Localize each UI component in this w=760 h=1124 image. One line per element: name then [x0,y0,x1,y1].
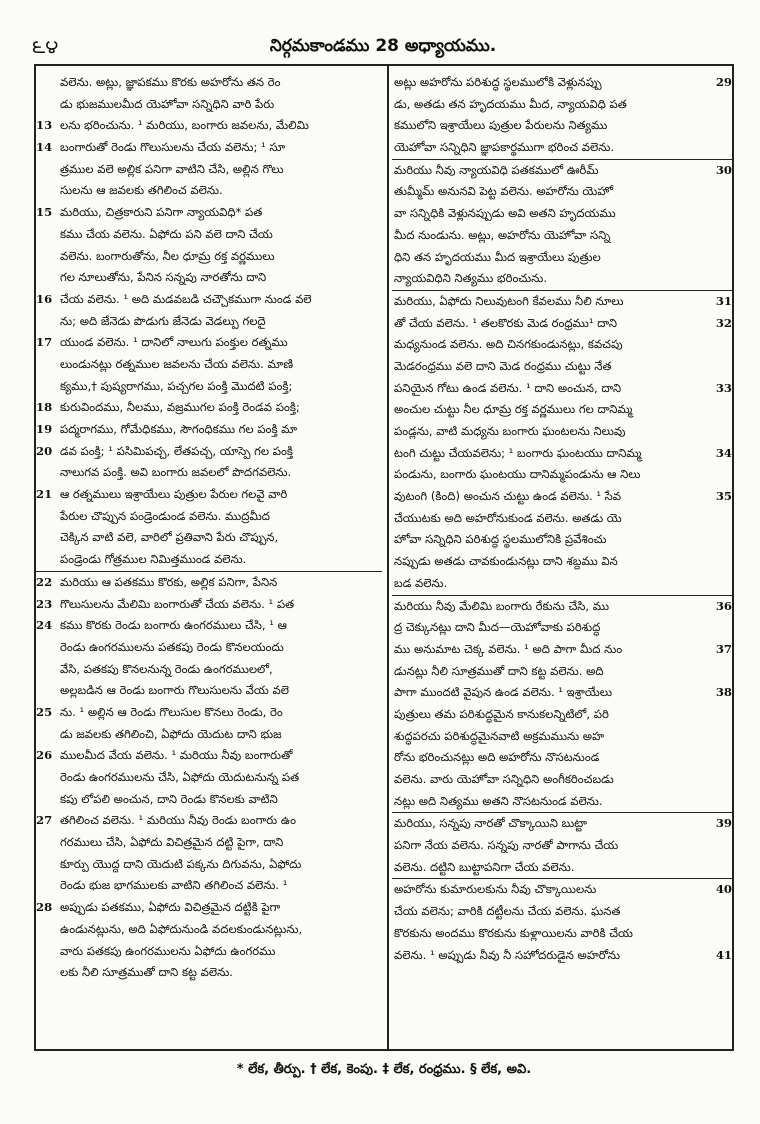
text-line [392,901,732,923]
text-line [392,551,732,573]
text-line [392,247,732,269]
line-text: రెండు ఉంగరములను పతకపు రెండు కొనలయందు [60,639,284,654]
text-line [36,789,382,811]
line-text: యుండ వలెను. ¹ దానిలో నాలుగు పంక్తుల రత్నము [60,335,288,350]
line-text: ఆ రత్నములు ఇశ్రాయేలు పుత్రుల పేరుల గలవై వారి [60,487,288,502]
text-line [392,443,732,465]
text-line [392,508,732,530]
text-line [36,724,382,746]
verse-number: 37 [715,641,732,656]
text-line [36,137,382,159]
verse-number: 19 [36,422,53,436]
verse-number: 32 [715,315,732,330]
verse-number: 26 [36,748,53,763]
line-text: డవ పంక్తి; ¹ పసిమిపచ్చ, లేతపచ్చ, యాస్పె గల పంక్తి [60,443,293,458]
verse-number: 22 [36,574,53,589]
text-line [36,745,382,767]
line-text: కములోని ఇశ్రాయేలు పుత్రుల పేరులను నిత్యము [394,118,608,133]
verse-number: 34 [715,445,732,460]
text-line [392,421,732,443]
line-text: చేయ వలెను; వారికి దట్టీలను చేయ వలెను. ఘనత [394,904,621,919]
verse-number: 24 [36,618,53,633]
line-text: చెక్కిన వాటి వలె, వారిలో ప్రతివాని పేరు చొప్పున, [60,530,279,545]
line-text: లను భరించును. ¹ మరియు, బంగారు జవలను, మేలిమి [60,118,309,133]
text-line [36,224,382,246]
line-text: అప్పుడు పతకము, ఏఫోదు విచిత్రమైన దట్టికి పైగా [60,900,281,915]
text-line [392,791,732,813]
text-line [392,378,732,400]
text-line [392,529,732,551]
verse-number: 14 [36,140,53,155]
line-text: పండును, బంగారు ఘంటయు దానిమ్మపండును ఆ నిలు [394,467,641,482]
line-text: వలెను. బంగారుతోను, నీల ధూమ్ర రక్త వర్ణములు [60,248,275,263]
text-line [36,527,382,549]
text-line [392,356,732,378]
text-line [36,506,382,528]
line-text: ము అనుమాట చెక్క వలెను. ¹ అది పాగా మీద నుం [394,641,623,656]
text-line [36,572,382,594]
text-line [392,596,732,618]
line-text: అంచుల చుట్టు నీల ధూమ్ర రక్త వర్ణములు గల దానిమ్మ [394,402,633,417]
text-line [392,399,732,421]
line-text: శుద్ధపరచు పరిశుద్ధమైనవాటి అక్రమమును అహ [394,728,605,743]
text-line [392,115,732,137]
verse-number: 23 [36,596,53,611]
text-line [36,354,382,376]
line-text: మరియు నీవు మేలిమి బంగారు రేకును చేసి, ము [394,598,610,613]
text-line [36,94,382,116]
verse-number: 33 [715,380,732,395]
verse-number: 39 [715,816,732,831]
line-text: రెండు భుజ భాగములకు వాటిని తగిలించ వలెను. ¹ [60,878,288,893]
line-text: కపు లోపలి అంచున, దాని రెండు కొనలకు వాటిని [60,791,278,806]
line-text: డు భుజములమీద యెహోవా సన్నిధిని వారి పేరు [60,96,275,111]
line-text: మరియు, చిత్రకారుని పనిగా న్యాయవిధి* పత [60,205,263,220]
line-text: కురువిందము, నీలము, వజ్రముగల పంక్తి రెండవ పంక్తి; [60,400,300,415]
line-text: వా సన్నిధికి వెళ్లునప్పుడు అవి అతని హృదయము [394,206,616,221]
line-text: ద్ర చెక్కునట్లు దాని మీద—యెహోవాకు పరిశుద్ధ [394,620,601,635]
line-text: అట్లు అహరోను పరిశుద్ధ స్థలములోకి వెళ్లునప్పు [394,75,602,89]
line-text: గొలుసులను మేలిమి బంగారుతో చేయ వలెను. ¹ పత [60,596,295,611]
text-line [36,115,382,137]
text-line [36,832,382,854]
line-text: డు, అతడు తన హృదయము మీద, న్యాయవిధి పత [394,96,627,111]
line-text: అహరోను కుమారులకును నీవు చొక్కాయిలను [394,882,597,897]
text-line [36,180,382,202]
line-text: వుటంగి (కింది) అంచున చుట్టు ఉండ వలెను. ¹ సేవ [394,489,622,504]
text-line [392,94,732,116]
text-line [392,573,732,595]
text-line [392,879,732,901]
line-text: కూర్పు యొద్ద దాని యెదుటి పక్కను దిగువను, ఏఫోదు [60,856,302,871]
line-text: తుమ్మీమ్ అనునవి పెట్ట వలెను. అహరోను యెహో [394,184,614,199]
line-text: పండ్రెండు గోత్రముల నిమిత్తముండ వలెను. [60,552,247,567]
line-text: బంగారుతో రెండు గొలుసులను చేయ వలెను; ¹ సూ [60,140,286,155]
line-text: న్యాయవిధిని నిత్యము భరించును. [394,271,547,286]
text-line [392,313,732,335]
text-line [392,225,732,247]
line-text: తగిలించ వలెను. ¹ మరియు నీవు రెండు బంగారు ఉం [60,813,297,828]
line-text: చేయ వలెను. ¹ అది మడవబడి చచ్చౌకముగా నుండ వలె [60,291,312,306]
verse-number: 28 [36,900,53,915]
line-text: వేసి, పతకపు కొనలనున్న రెండు ఉంగరములలో, [60,661,273,676]
verse-number: 29 [715,75,732,89]
text-line [36,72,382,94]
text-line [36,419,382,441]
line-text: వలెను. ¹ అప్పుడు నీవు నీ సహోదరుడైన అహరోను [394,947,620,962]
verse-number: 35 [715,489,732,504]
line-text: పాగా ముందటి వైపున ఉండ వలెను. ¹ ఇశ్రాయేలు [394,685,612,700]
line-text: కము చేయ వలెను. ఏఫోదు పని వలె దాని చేయ [60,226,273,241]
line-text: కొరకును అందము కొరకును కుళ్లాయిలను వారికి చేయ [394,925,633,940]
line-text: వారు పతకపు ఉంగరములను ఏఫోదు ఉంగరము [60,943,276,958]
line-text: వలెను. అట్లు, జ్ఞాపకము కొరకు అహరోను తన రెం [60,75,281,89]
line-text: లుండునట్లు రత్నముల జవలను చేయ వలెను. మాణి [60,356,294,371]
line-text: నాలుగవ పంక్తి. అవి బంగారు జవలలో పొదగవలెను. [60,465,292,480]
verse-number: 15 [36,205,53,220]
line-text: పుత్రులు తమ పరిశుద్ధమైన కానుకలన్నిటిలో, పరి [394,706,609,721]
text-line [36,202,382,224]
line-text: హోవా సన్నిధిని పరిశుద్ధ స్థలములోనికి ప్రవేశించు [394,532,607,547]
text-line [392,617,732,639]
text-line [36,680,382,702]
line-text: మరియు, ఏఫోదు నిలువుటంగి కేవలము నీలి నూలు [394,293,624,308]
verse-number: 38 [715,685,732,700]
text-line [36,462,382,484]
text-line [392,682,732,704]
line-text: ములమీద వేయ వలెను. ¹ మరియు నీవు బంగారుతో [60,748,293,763]
verse-number: 40 [715,882,732,897]
line-text: మరియు, సన్నపు నారతో చొక్కాయిని బుట్టా [394,816,587,831]
line-text: చేయుటకు అది అహరోనుకుండ వలెను. అతడు యె [394,510,622,525]
text-line [36,484,382,506]
text-line [392,661,732,683]
text-line [36,702,382,724]
line-text: మెడరంధ్రము వలె దాని మెడ రంధ్రము చుట్టు నేత [394,358,612,373]
text-line [36,875,382,897]
line-text: క్యము,† పుష్యరాగము, పచ్చగల పంక్తి మొదటి పంక్తి; [60,378,293,393]
left-column [36,72,382,984]
text-line [392,726,732,748]
text-line [36,441,382,463]
text-line [392,704,732,726]
line-text: బడ వలెను. [394,575,448,590]
text-line [36,289,382,311]
verse-number: 17 [36,335,53,350]
text-line [36,767,382,789]
line-text: వలెను. దట్టిని బుట్టాపనిగా చేయ వలెను. [394,859,575,874]
running-title: నిర్గమకాండము 28 అధ్యాయము. [269,36,497,56]
text-line [392,291,732,313]
verse-number: 20 [36,443,53,458]
text-line [392,923,732,945]
verse-number: 13 [36,118,53,133]
text-line [392,137,732,159]
text-line [36,919,382,941]
text-line [36,897,382,919]
line-text: ధిని తన హృదయము మీద ఇశ్రాయేలు పుత్రుల [394,249,601,264]
line-text: లకు నీలి సూత్రముతో దాని కట్ట వలెను. [60,965,233,980]
line-text: అల్లబడిన ఆ రెండు బంగారు గొలుసులను వేయ వలె [60,683,289,698]
line-text: పద్మరాగము, గోమేధికము, సౌగంధికము గల పంక్తి మా [60,422,298,436]
verse-number: 25 [36,704,53,719]
line-text: రోను భరించునట్లు అది అహరోను నొసటనుండ [394,750,600,765]
line-text: ఉండునట్లును, అది ఏఫోదునుండి వదలకుండునట్లును, [60,921,303,936]
line-text: పనియైన గోటు ఉండ వలెను. ¹ దాని అంచున, దాని [394,380,622,395]
text-line [36,594,382,616]
line-text: డు జవలకు తగిలించి, ఏఫోదు యెదుట దాని భుజ [60,726,282,741]
verse-number: 31 [715,293,732,308]
text-line [392,639,732,661]
line-text: మధ్యనుండ వలెను. అది చినగకుండునట్లు, కవచపు [394,337,623,352]
line-text: టంగి చుట్టు చేయవలెను; ¹ బంగారు ఘంటయు దానిమ్మ [394,445,642,460]
footnotes: * లేక, తీర్పు. † లేక, కెంపు. ‡ లేక, రంధ్రము. § లేక, అవి. [236,1062,532,1077]
line-text: నప్పుడు అతడు చావకుండునట్లు దాని శబ్దము విన [394,554,618,569]
right-column [392,72,732,966]
text-line [392,857,732,879]
text-line [392,203,732,225]
verse-number: 16 [36,291,53,306]
text-line [392,181,732,203]
line-text: నట్లు అది నిత్యము అతని నొసటనుండ వలెను. [394,793,603,808]
line-text: మీద నుండును. అట్లు, అహరోను యెహోవా సన్ని [394,227,611,242]
line-text: గరములు చేసి, ఏఫోదు విచిత్రమైన దట్టి పైగా, దాని [60,835,284,850]
column-divider [387,66,389,1049]
line-text: గల నూలుతోను, పేనిన సన్నపు నారతోను దాని [60,270,267,285]
line-text: పేరుల చొప్పున పండ్రెండుండ వలెను. ముద్రమీద [60,508,270,523]
text-line [36,376,382,398]
verse-number: 41 [715,947,732,962]
line-text: పండ్లను, వాటి మధ్యను బంగారు ఘంటలను నిలువు [394,424,626,438]
verse-number: 21 [36,487,53,502]
text-line [392,747,732,769]
line-text: మరియు ఆ పతకము కొరకు, అల్లిక పనిగా, పేనిన [60,574,278,589]
text-line [392,945,732,967]
line-text: రెండు ఉంగరములను చేసి, ఏఫోదు యెదుటనున్న పత [60,770,300,784]
line-text: ను; అది జేనెడు పొడుగు జేనెడు వెడల్పు గలదై [60,313,266,328]
text-line [36,941,382,963]
text-line [36,159,382,181]
text-line [392,813,732,835]
text-line [392,72,732,94]
verse-number: 30 [715,162,732,177]
line-text: త్రముల వలె అల్లిక పనిగా వాటిని చేసి, అల్లిన గొలు [60,161,284,176]
verse-number: 36 [715,598,732,613]
text-line [36,962,382,984]
text-line [392,268,732,290]
text-line [36,615,382,637]
text-line [36,637,382,659]
text-line [392,835,732,857]
text-line [392,334,732,356]
text-line [392,160,732,182]
text-line [36,549,382,571]
line-text: కము కొరకు రెండు బంగారు ఉంగరములు చేసి, ¹ ఆ [60,618,287,633]
line-text: పనిగా నేయ వలెను. సన్నపు నారతో పాగాను చేయ [394,838,619,853]
text-line [36,267,382,289]
text-line [392,464,732,486]
line-text: వలెను. వారు యెహోవా సన్నిధిని అంగీకరించబడు [394,772,614,786]
text-line [36,854,382,876]
text-line [392,769,732,791]
line-text: తో చేయ వలెను. ¹ తలకొరకు మెడ రంధ్రము¹ దాని [394,315,618,330]
text-line [36,810,382,832]
verse-number: 27 [36,813,53,828]
page-number: ౬౪ [32,36,59,58]
verse-number: 18 [36,400,53,415]
text-line [392,486,732,508]
text-line [36,246,382,268]
page-header [30,36,736,64]
line-text: డునట్లు నీలి సూత్రముతో దాని కట్ట వలెను. అది [394,663,604,678]
line-text: మరియు నీవు న్యాయవిధి పతకములో ఊరీమ్ [394,162,599,177]
line-text: సులను ఆ జవలకు తగిలించ వలెను. [60,183,223,198]
line-text: యెహోవా సన్నిధిని జ్ఞాపకార్థముగా భరించ వలెను. [394,140,615,155]
text-frame [34,64,734,1051]
text-line [36,311,382,333]
text-line [36,397,382,419]
text-line [36,659,382,681]
text-line [36,332,382,354]
line-text: ను. ¹ అల్లిన ఆ రెండు గొలుసుల కొనలు రెండు, రెం [60,704,283,719]
